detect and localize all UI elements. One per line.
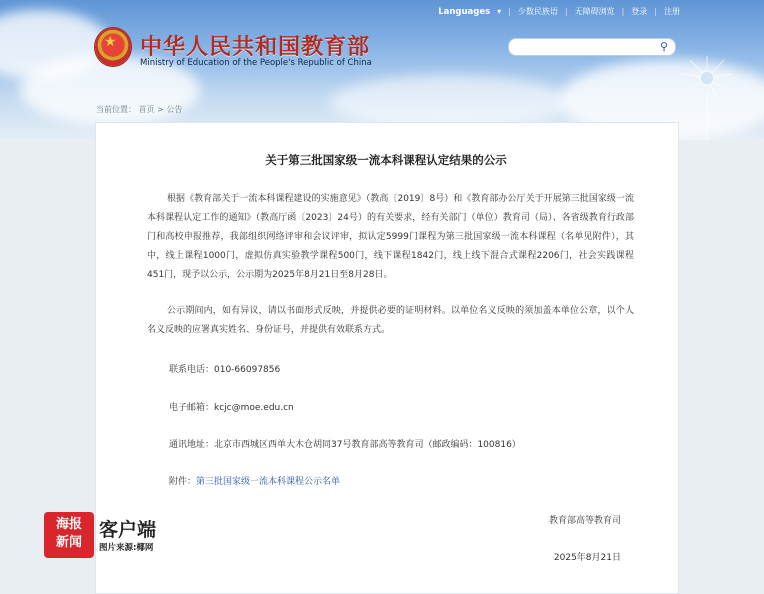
- login-link[interactable]: 登录: [631, 7, 648, 16]
- divider: |: [654, 7, 657, 16]
- contact-address: 通讯地址：北京市西城区西单大木仓胡同37号教育部高等教育司（邮政编码：100816）: [169, 440, 521, 450]
- logo-text: 海报新闻: [55, 517, 82, 550]
- accessibility-link[interactable]: 无障碍浏览: [574, 7, 615, 16]
- attachment-label: 附件：: [169, 477, 197, 487]
- breadcrumb: [96, 104, 182, 115]
- attachment-line: [169, 474, 340, 487]
- site-title: 中华人民共和国教育部: [140, 35, 371, 60]
- divider: |: [508, 7, 511, 16]
- haibao-news-logo: [44, 512, 94, 558]
- breadcrumb-announcements[interactable]: 公告: [166, 105, 183, 114]
- register-link[interactable]: 注册: [664, 7, 680, 16]
- dropdown-icon[interactable]: ▾: [497, 7, 502, 16]
- search-input[interactable]: [508, 38, 676, 56]
- article-title: 关于第三批国家级一流本科课程认定结果的公示: [265, 153, 507, 167]
- breadcrumb-label: 当前位置：: [96, 105, 136, 114]
- breadcrumb-separator: >: [157, 105, 167, 114]
- contact-phone: 联系电话：010-66097856: [169, 365, 281, 375]
- breadcrumb-home[interactable]: 首页: [138, 105, 155, 114]
- top-nav: [438, 6, 680, 17]
- divider: |: [621, 7, 625, 16]
- publish-date: 2025年8月21日: [553, 553, 621, 563]
- contact-email: 电子邮箱：kcjc@moe.edu.cn: [169, 403, 294, 413]
- minority-language-link[interactable]: 少数民族语: [517, 7, 558, 16]
- attachment-link[interactable]: 第三批国家级一流本科课程公示名单: [196, 477, 341, 487]
- article-paragraph: 公示期间内，如有异议，请以书面形式反映，并提供必要的证明材料。以单位名义反映的须加盖本单位公章，以个人名义反映的应署真实姓名、身份证号，并提供有效联系方式。: [147, 306, 634, 335]
- client-label: 客户端: [99, 519, 157, 541]
- national-emblem-icon: ★: [95, 28, 131, 66]
- languages-link[interactable]: Languages: [438, 6, 491, 17]
- site-header: [0, 0, 764, 140]
- search-icon[interactable]: ⚲: [659, 40, 669, 53]
- divider: |: [564, 7, 568, 16]
- article-paragraph: 根据《教育部关于一流本科课程建设的实施意见》（教高〔2019〕8号）和《教育部办公厅关于开展第三批国家级一流本科课程认定工作的通知》（教高厅函〔2023〕24号）的有关要求，经有关部门（单位）教育司（局）、各省级教育行政部门和高校申报推荐，我部组织网络评审和会议评审，拟认定5999门课程为第三批国家级一流本科课程（名单见附件），其中，线上课程1000门，虚拟仿真实验教学课程500门，线下课程1842门，线上线下混合式课程2206门，社会实践课程451门，现予以公示，公示期为2025年8月21日至8月28日。: [147, 194, 634, 280]
- signature: 教育部高等教育司: [548, 516, 621, 526]
- site-subtitle: Ministry of Education of the People's Republic of China: [140, 58, 372, 68]
- image-source: 图片来源:椰网: [99, 543, 154, 553]
